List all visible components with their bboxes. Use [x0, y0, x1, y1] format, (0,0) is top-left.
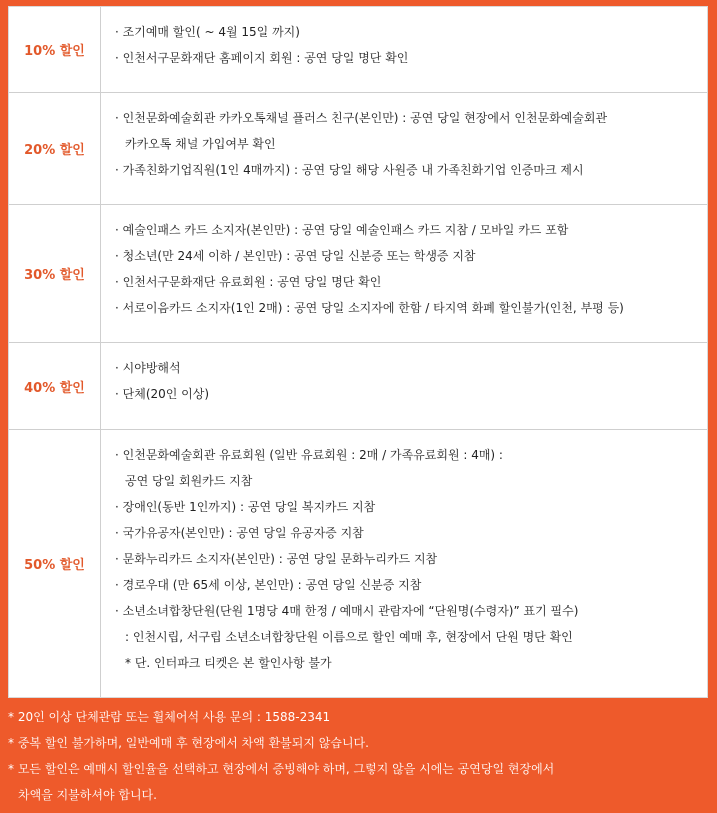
- notice-line: 차액을 지불하셔야 합니다.: [18, 788, 157, 802]
- condition-line: · 예술인패스 카드 소지자(본인만) : 공연 당일 예술인패스 카드 지참 / 모바일 카드 포함: [115, 223, 569, 237]
- discount-row-50: [9, 430, 707, 697]
- condition-line: 카카오톡 채널 가입여부 확인: [125, 137, 276, 151]
- condition-line: · 청소년(만 24세 이하 / 본인만) : 공연 당일 신분증 또는 학생증 지참: [115, 249, 476, 263]
- condition-line: · 문화누리카드 소지자(본인만) : 공연 당일 문화누리카드 지참: [115, 552, 438, 566]
- notice-line: * 모든 할인은 예매시 할인율을 선택하고 현장에서 증빙해야 하며, 그렇지 않을 시에는 공연당일 현장에서: [8, 762, 555, 776]
- condition-line: · 인천문화예술회관 카카오톡채널 플러스 친구(본인만) : 공연 당일 현장에서 인천문화예술회관: [115, 111, 608, 125]
- discount-rate-cell: [9, 93, 101, 204]
- condition-line: · 인천서구문화재단 유료회원 : 공연 당일 명단 확인: [115, 275, 382, 289]
- condition-line: · 시야방해석: [115, 361, 181, 375]
- condition-line: · 국가유공자(본인만) : 공연 당일 유공자증 지참: [115, 526, 364, 540]
- discount-rate-cell: [9, 430, 101, 697]
- condition-line: · 단체(20인 이상): [115, 387, 210, 401]
- discount-table: [8, 6, 708, 698]
- discount-rate-label: 10% 할인: [24, 44, 85, 59]
- discount-rate-cell: [9, 205, 101, 342]
- discount-rate-label: 30% 할인: [24, 268, 85, 283]
- condition-line: · 가족친화기업직원(1인 4매까지) : 공연 당일 해당 사원증 내 가족친화기업 인증마크 제시: [115, 163, 584, 177]
- notice-line: * 20인 이상 단체관람 또는 휠체어석 사용 문의 : 1588-2341: [8, 710, 331, 724]
- condition-line: · 장애인(동반 1인까지) : 공연 당일 복지카드 지참: [115, 500, 376, 514]
- condition-line: : 인천시립, 서구립 소년소녀합창단원 이름으로 할인 예매 후, 현장에서 단원 명단 확인: [125, 630, 573, 644]
- discount-row-40: [9, 343, 707, 430]
- condition-line: · 인천서구문화재단 홈페이지 회원 : 공연 당일 명단 확인: [115, 51, 409, 65]
- discount-rate-label: 20% 할인: [24, 143, 85, 158]
- condition-footnote: * 단. 인터파크 티켓은 본 할인사항 불가: [125, 656, 332, 670]
- discount-conditions: [101, 205, 707, 342]
- discount-rate-label: 40% 할인: [24, 380, 85, 396]
- condition-line: 공연 당일 회원카드 지참: [125, 474, 253, 488]
- condition-line: · 소년소녀합창단원(단원 1명당 4매 한정 / 예매시 관람자에 “단원명(수령자)” 표기 필수): [115, 604, 579, 618]
- discount-conditions: [101, 430, 707, 697]
- condition-line: · 조기예매 할인( ~ 4월 15일 까지): [115, 25, 300, 39]
- discount-row-30: [9, 205, 707, 343]
- discount-conditions: [101, 343, 707, 429]
- condition-line: · 서로이음카드 소지자(1인 2매) : 공연 당일 소지자에 한함 / 타지역 화폐 할인불가(인천, 부평 등): [115, 301, 624, 315]
- discount-row-10: [9, 7, 707, 93]
- notice-section: [8, 704, 708, 808]
- condition-line: · 경로우대 (만 65세 이상, 본인만) : 공연 당일 신분증 지참: [115, 578, 422, 592]
- discount-row-20: [9, 93, 707, 205]
- discount-conditions: [101, 7, 707, 92]
- discount-rate-cell: [9, 343, 101, 429]
- condition-line: · 인천문화예술회관 유료회원 (일반 유료회원 : 2매 / 가족유료회원 : 4매) :: [115, 448, 503, 462]
- discount-conditions: [101, 93, 707, 204]
- notice-line: * 중복 할인 불가하며, 일반예매 후 현장에서 차액 환불되지 않습니다.: [8, 736, 369, 750]
- discount-rate-label: 50% 할인: [24, 558, 85, 573]
- discount-rate-cell: [9, 7, 101, 92]
